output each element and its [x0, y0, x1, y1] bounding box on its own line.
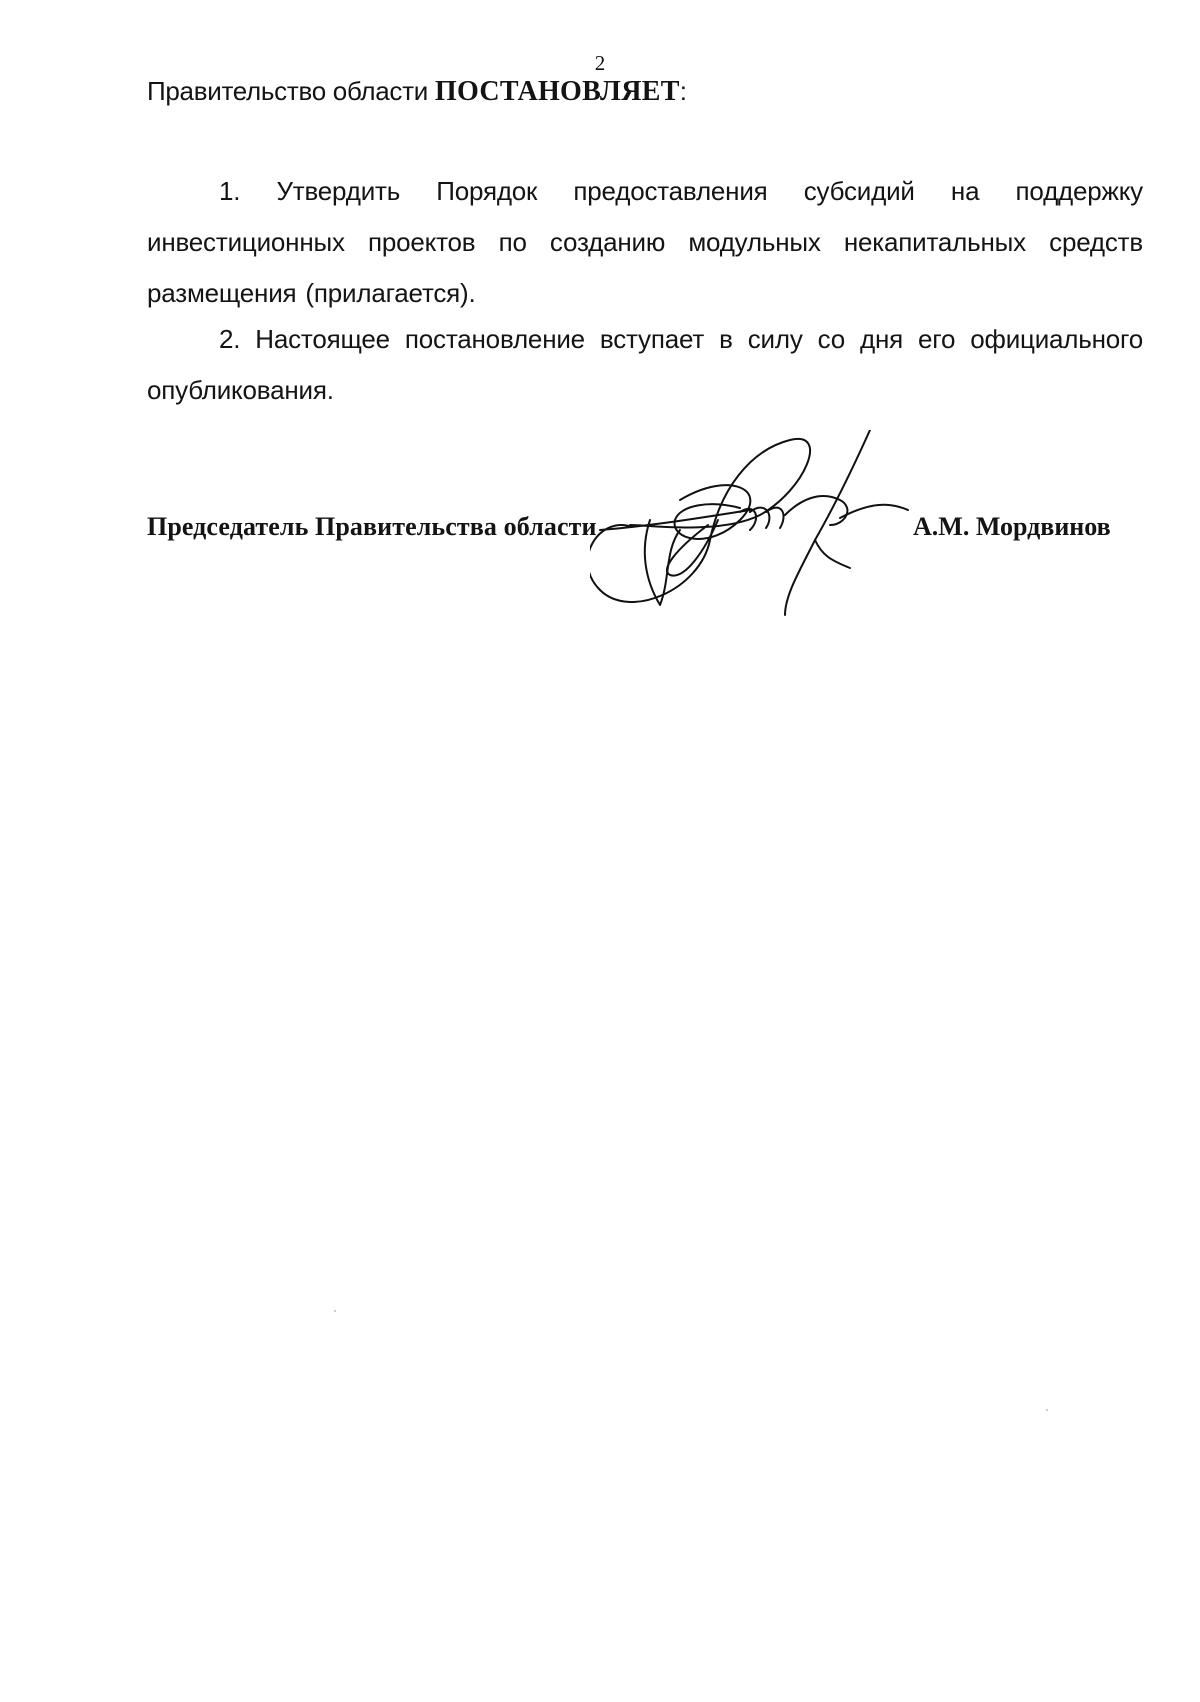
handwritten-signature: [590, 430, 950, 640]
resolution-item-2: 2. Настоящее постановление вступает в силу со дня его официального опубликования.: [147, 324, 1143, 405]
scan-speck: [1046, 1409, 1048, 1411]
intro-verb: ПОСТАНОВЛЯЕТ: [434, 76, 680, 107]
signer-name: А.М. Мордвинов: [913, 512, 1111, 541]
resolution-item-1: 1. Утвердить Порядок предоставления субсидий на поддержку инвестиционных проектов по созданию модульных некапитальных средств размещения (прилагается).: [147, 176, 1143, 308]
scan-speck: [334, 1310, 336, 1312]
signer-position: Председатель Правительства области: [147, 512, 597, 541]
intro-colon: :: [679, 76, 687, 106]
page-number: 2: [594, 51, 606, 75]
resolution-intro: [147, 76, 687, 108]
intro-subject: Правительство области: [147, 76, 435, 106]
